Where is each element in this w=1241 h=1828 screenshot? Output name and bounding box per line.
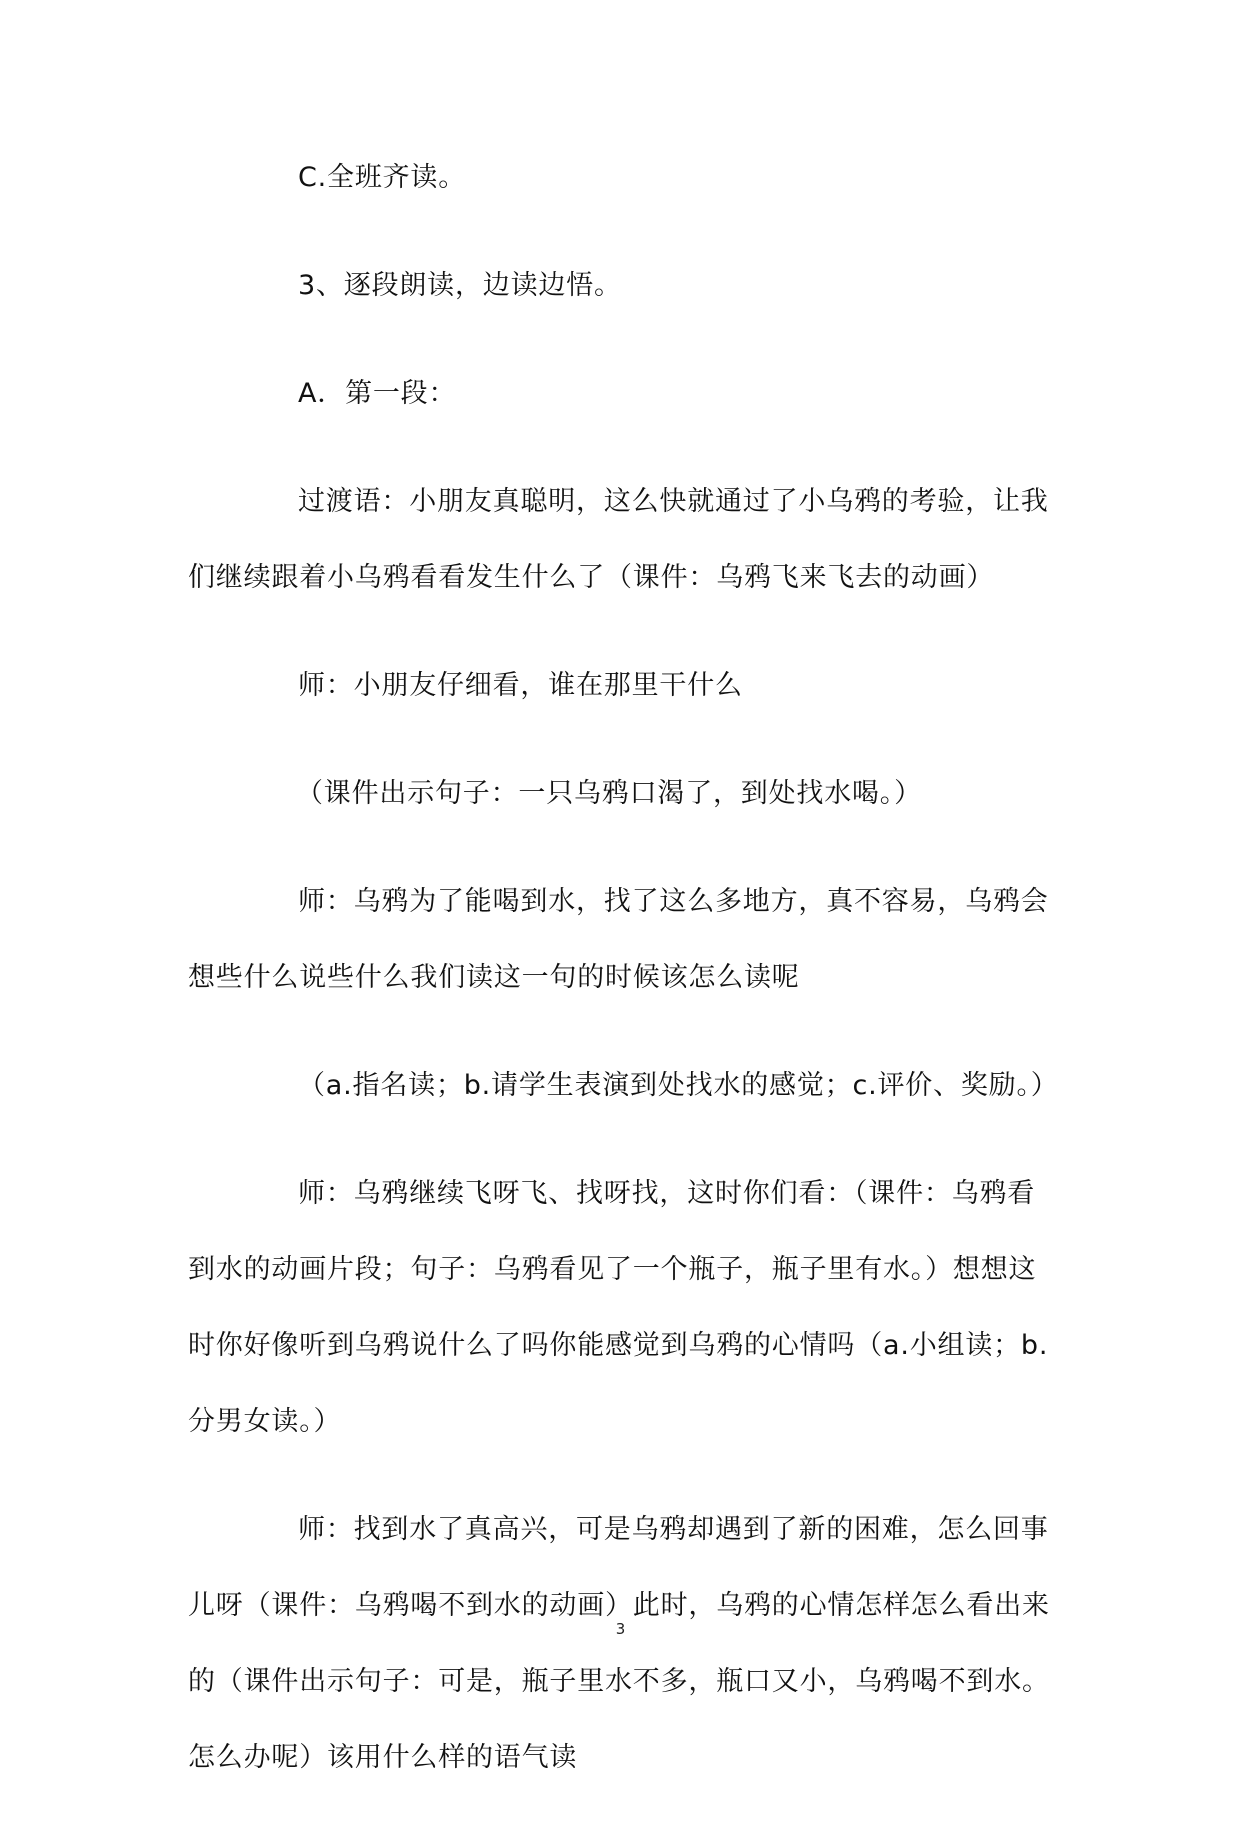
paragraph: A．第一段： <box>298 378 457 409</box>
paragraph: 师：找到水了真高兴，可是乌鸦却遇到了新的困难，怎么回事儿呀（课件：乌鸦喝不到水的动画）此时，乌鸦的心情怎样怎么看出来的（课件出示句子：可是，瓶子里水不多，瓶口又小，乌鸦喝不到水。怎么办呢）该用什么样的语气读 <box>188 1514 1050 1773</box>
paragraph: 师：乌鸦继续飞呀飞、找呀找，这时你们看：（课件：乌鸦看到水的动画片段；句子：乌鸦看见了一个瓶子，瓶子里有水。）想想这时你好像听到乌鸦说什么了吗你能感觉到乌鸦的心情吗（a.小组读；b.分男女读。） <box>188 1178 1049 1437</box>
paragraph: 师：小朋友仔细看，谁在那里干什么 <box>298 670 743 701</box>
page-body <box>188 140 1059 1828</box>
page-number: 3 <box>615 1620 626 1638</box>
paragraph: 3、逐段朗读，边读边悟。 <box>298 270 622 301</box>
paragraph: 过渡语：小朋友真聪明，这么快就通过了小乌鸦的考验，让我们继续跟着小乌鸦看看发生什么了（课件：乌鸦飞来飞去的动画） <box>188 486 1049 593</box>
paragraph: 师：乌鸦为了能喝到水，找了这么多地方，真不容易，乌鸦会想些什么说些什么我们读这一句的时候该怎么读呢 <box>188 886 1049 993</box>
paragraph: （课件出示句子：一只乌鸦口渴了，到处找水喝。） <box>296 778 922 809</box>
paragraph: C.全班齐读。 <box>298 162 467 193</box>
paragraph: （a.指名读；b.请学生表演到处找水的感觉；c.评价、奖励。） <box>298 1070 1059 1101</box>
